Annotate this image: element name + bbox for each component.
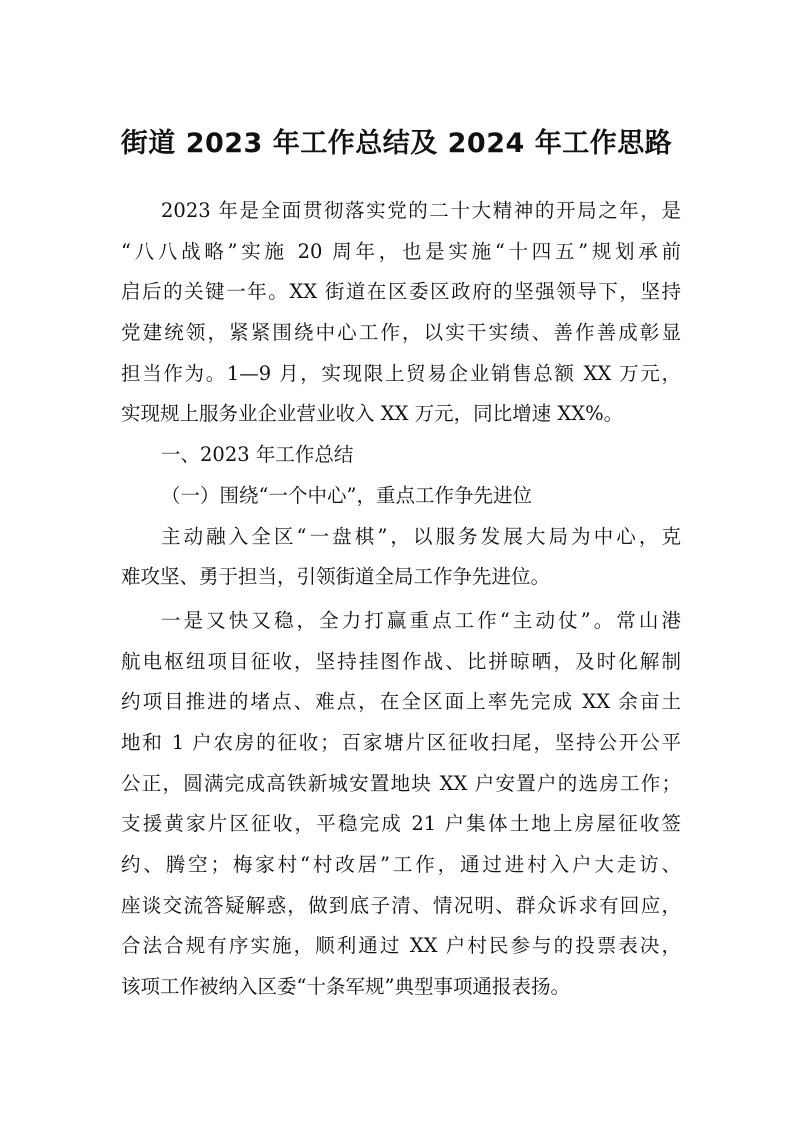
section-heading-1: 一、2023 年工作总结 xyxy=(161,443,354,467)
paragraph-3-line-3: 约项目推进的堵点、难点，在全区面上率先完成 XX 余亩土 xyxy=(121,690,681,714)
paragraph-1-line-3: 启后的关键一年。XX 街道在区委区政府的坚强领导下，坚持 xyxy=(121,280,681,304)
paragraph-1-line-6: 实现规上服务业企业营业收入 XX 万元，同比增速 XX%。 xyxy=(121,402,624,426)
subsection-heading-1: （一）围绕“一个中心”，重点工作争先进位 xyxy=(161,483,532,507)
paragraph-3-line-7: 约、腾空；梅家村“村改居”工作，通过进村入户大走访、 xyxy=(121,853,681,876)
paragraph-1-line-4: 党建统领，紧紧围绕中心工作，以实干实绩、善作善成彰显 xyxy=(121,321,681,345)
paragraph-1-line-1: 2023 年是全面贯彻落实党的二十大精神的开局之年，是 xyxy=(161,199,681,222)
paragraph-1-line-2: “八八战略”实施 20 周年，也是实施“十四五”规划承前 xyxy=(121,239,681,263)
document-body xyxy=(121,191,681,1008)
paragraph-2-line-1: 主动融入全区“一盘棋”，以服务发展大局为中心，克 xyxy=(161,524,681,548)
paragraph-3-line-2: 航电枢纽项目征收，坚持挂图作战、比拼晾晒，及时化解制 xyxy=(121,649,681,673)
paragraph-3-line-9: 合法合规有序实施，顺利通过 XX 户村民参与的投票表决， xyxy=(121,934,681,958)
paragraph-1-line-5: 担当作为。1—9 月，实现限上贸易企业销售总额 XX 万元， xyxy=(121,361,681,385)
paragraph-3-line-10: 该项工作被纳入区委“十条军规”典型事项通报表扬。 xyxy=(121,975,570,999)
paragraph-3-line-5: 公正，圆满完成高铁新城安置地块 XX 户安置户的选房工作； xyxy=(121,771,681,795)
paragraph-2-line-2: 难攻坚、勇于担当，引领街道全局工作争先进位。 xyxy=(121,565,551,589)
document-title: 街道 2023 年工作总结及 2024 年工作思路 xyxy=(120,128,673,159)
paragraph-3-line-6: 支援黄家片区征收，平稳完成 21 户集体土地上房屋征收签 xyxy=(121,812,681,836)
paragraph-3-line-8: 座谈交流答疑解惑，做到底子清、情况明、群众诉求有回应， xyxy=(121,893,681,917)
paragraph-3-line-1: 一是又快又稳，全力打赢重点工作“主动仗”。常山港 xyxy=(161,608,681,632)
paragraph-3-line-4: 地和 1 户农房的征收；百家塘片区征收扫尾，坚持公开公平 xyxy=(121,730,681,754)
